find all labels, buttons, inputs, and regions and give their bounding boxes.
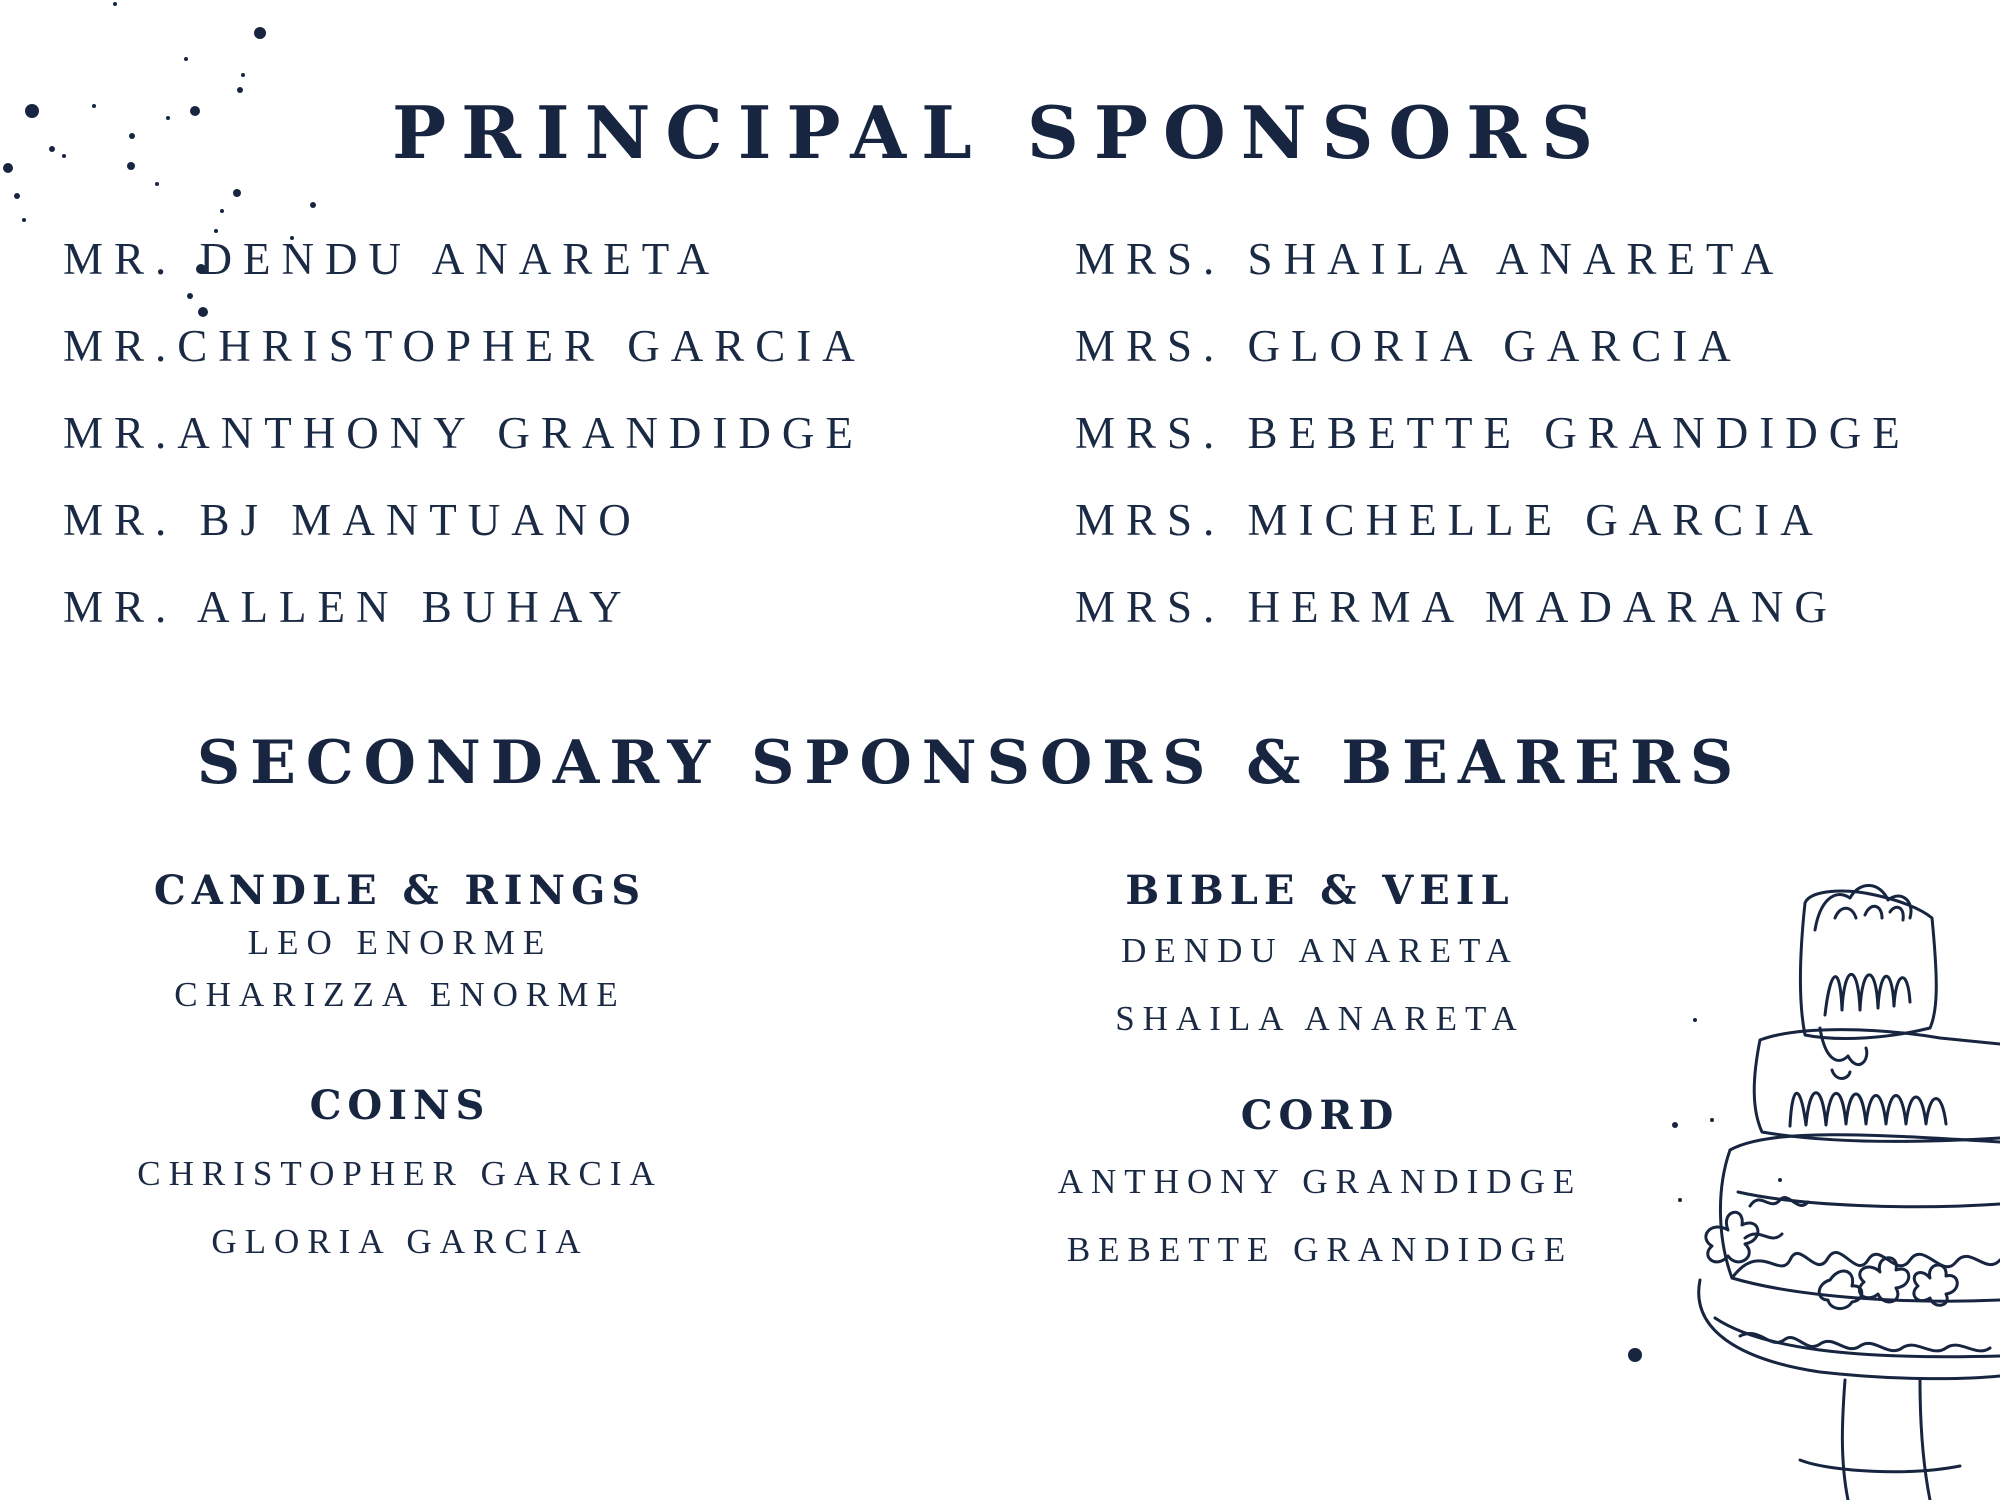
principal-sponsor-name: MR.CHRISTOPHER GARCIA: [63, 321, 866, 371]
cord-group: [990, 1090, 1650, 1284]
sponsor-name: CHARIZZA ENORME: [174, 975, 626, 1014]
sponsor-name: LEO ENORME: [247, 923, 553, 962]
principal-sponsor-name: MR. DENDU ANARETA: [63, 234, 721, 284]
principal-sponsor-name: MRS. MICHELLE GARCIA: [1075, 495, 1824, 545]
principal-sponsor-name: MR. BJ MANTUANO: [63, 495, 642, 545]
sponsor-name: DENDU ANARETA: [1121, 931, 1519, 970]
principal-sponsors-men-list: [63, 230, 866, 665]
sponsor-name: CHRISTOPHER GARCIA: [137, 1154, 663, 1193]
secondary-sponsors-heading: SECONDARY SPONSORS & BEARERS: [196, 728, 1744, 798]
bible-veil-group: [990, 865, 1650, 1053]
principal-sponsor-name: MRS. BEBETTE GRANDIDGE: [1075, 408, 1911, 458]
candle-rings-group: [80, 865, 720, 1021]
principal-sponsor-name: MRS. SHAILA ANARETA: [1075, 234, 1785, 284]
principal-sponsor-name: MR.ANTHONY GRANDIDGE: [63, 408, 864, 458]
wedding-cake-line-drawing: [1620, 860, 2000, 1500]
principal-sponsor-name: MRS. GLORIA GARCIA: [1075, 321, 1742, 371]
bible-veil-title: BIBLE & VEIL: [1125, 867, 1515, 914]
principal-sponsors-women-list: [1075, 230, 1911, 665]
sponsor-name: BEBETTE GRANDIDGE: [1066, 1230, 1574, 1269]
sponsor-name: ANTHONY GRANDIDGE: [1057, 1162, 1583, 1201]
sponsor-name: GLORIA GARCIA: [211, 1222, 589, 1261]
cord-title: CORD: [1240, 1092, 1400, 1139]
principal-sponsor-name: MR. ALLEN BUHAY: [63, 582, 633, 632]
principal-sponsor-name: MRS. HERMA MADARANG: [1075, 582, 1838, 632]
sponsor-name: SHAILA ANARETA: [1115, 999, 1525, 1038]
coins-title: COINS: [309, 1082, 491, 1129]
coins-group: [80, 1080, 720, 1276]
principal-sponsors-heading: PRINCIPAL SPONSORS: [391, 90, 1609, 175]
candle-rings-title: CANDLE & RINGS: [153, 867, 647, 914]
